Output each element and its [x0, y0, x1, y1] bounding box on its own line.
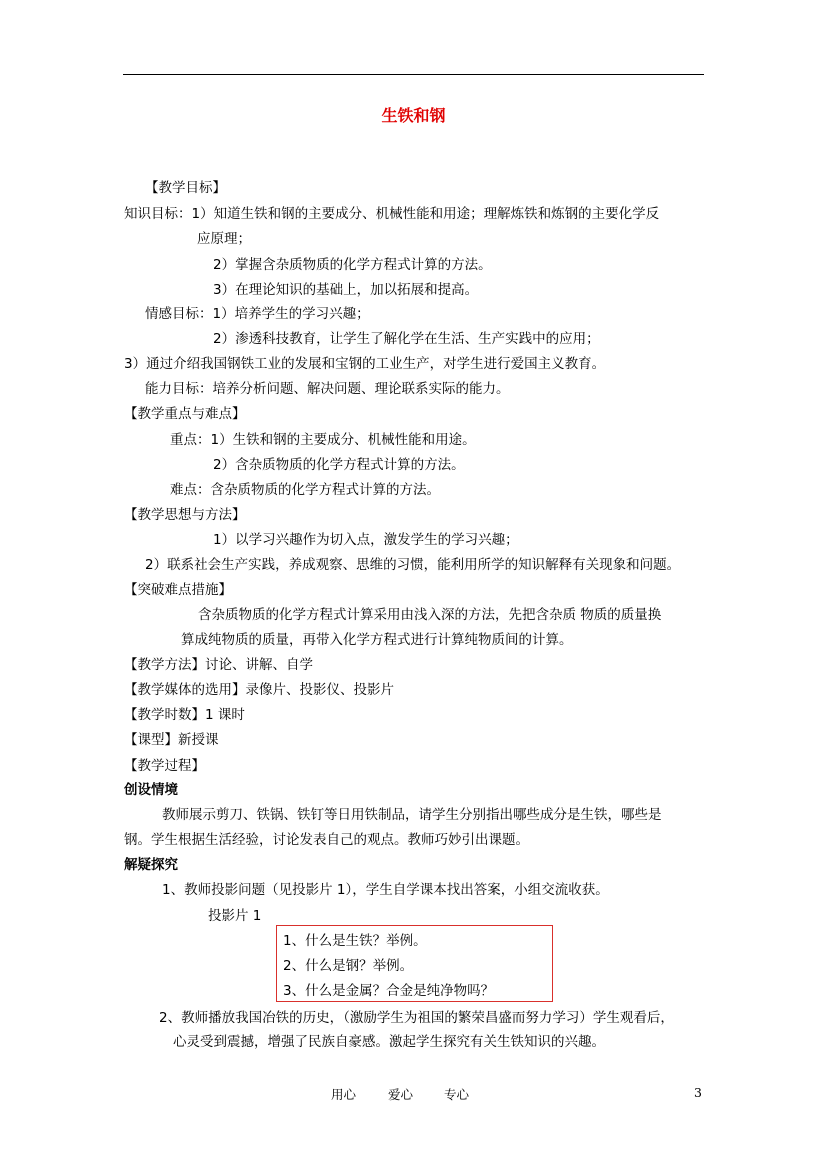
text-line: 2）掌握含杂质物质的化学方程式计算的方法。	[213, 257, 492, 273]
text-line: 【教学时数】1 课时	[124, 707, 245, 723]
section-heading-measures: 【突破难点措施】	[124, 582, 232, 598]
text-line: 2）联系社会生产实践，养成观察、思维的习惯，能利用所学的知识解释有关现象和问题。	[145, 557, 681, 573]
text-line: 知识目标：1）知道生铁和钢的主要成分、机械性能和用途；理解炼铁和炼钢的主要化学反	[124, 206, 660, 222]
page-number: 3	[694, 1085, 702, 1100]
page-title: 生铁和钢	[381, 106, 446, 125]
text-line: 心灵受到震撼，增强了民族自豪感。激起学生探究有关生铁知识的兴趣。	[173, 1034, 605, 1050]
header-rule	[123, 74, 704, 75]
text-line: 含杂质物质的化学方程式计算采用由浅入深的方法，先把含杂质 物质的质量换	[198, 607, 662, 623]
text-line: 2）渗透科技教育，让学生了解化学在生活、生产实践中的应用；	[213, 331, 600, 347]
text-line: 应原理；	[197, 231, 251, 247]
section-heading-methods-thought: 【教学思想与方法】	[124, 507, 246, 523]
text-line: 2）含杂质物质的化学方程式计算的方法。	[213, 457, 465, 473]
footer-motto-2: 爱心	[388, 1087, 414, 1102]
text-line: 教师展示剪刀、铁锅、铁钉等日用铁制品，请学生分别指出哪些成分是生铁，哪些是	[162, 807, 662, 823]
text-line: 2、教师播放我国冶铁的历史，（激励学生为祖国的繁荣昌盛而努力学习）学生观看后，	[159, 1010, 674, 1026]
footer-motto-3: 专心	[444, 1087, 470, 1102]
text-line: 重点：1）生铁和钢的主要成分、机械性能和用途。	[170, 432, 476, 448]
text-line: 难点：含杂质物质的化学方程式计算的方法。	[170, 482, 440, 498]
text-line: 1、教师投影问题（见投影片 1），学生自学课本找出答案，小组交流收获。	[162, 882, 609, 898]
text-line: 能力目标：培养分析问题、解决问题、理论联系实际的能力。	[145, 381, 510, 397]
section-heading-objectives: 【教学目标】	[145, 180, 226, 196]
subheading-scenario: 创设情境	[124, 782, 178, 798]
text-line: 情感目标：1）培养学生的学习兴趣；	[145, 306, 370, 322]
question-item: 1、什么是生铁？举例。	[283, 933, 427, 949]
text-line: 3）在理论知识的基础上，加以拓展和提高。	[213, 282, 479, 298]
text-line: 【教学方法】讨论、讲解、自学	[124, 657, 313, 673]
slide-label: 投影片 1	[208, 908, 262, 924]
section-heading-keypoints: 【教学重点与难点】	[124, 406, 246, 422]
subheading-inquiry: 解疑探究	[124, 857, 178, 873]
section-heading-process: 【教学过程】	[124, 758, 205, 774]
text-line: 算成纯物质的质量，再带入化学方程式进行计算纯物质间的计算。	[181, 632, 573, 648]
text-line: 【教学媒体的选用】录像片、投影仪、投影片	[124, 682, 394, 698]
text-line: 【课型】新授课	[124, 732, 219, 748]
question-item: 3、什么是金属？合金是纯净物吗？	[283, 983, 495, 999]
slide-question-box	[276, 925, 553, 1002]
footer-motto-1: 用心	[331, 1087, 357, 1102]
text-line: 1）以学习兴趣作为切入点，激发学生的学习兴趣；	[213, 532, 519, 548]
text-line: 钢。学生根据生活经验，讨论发表自己的观点。教师巧妙引出课题。	[124, 832, 529, 848]
question-item: 2、什么是钢？举例。	[283, 958, 414, 974]
text-line: 3）通过介绍我国钢铁工业的发展和宝钢的工业生产，对学生进行爱国主义教育。	[124, 356, 606, 372]
